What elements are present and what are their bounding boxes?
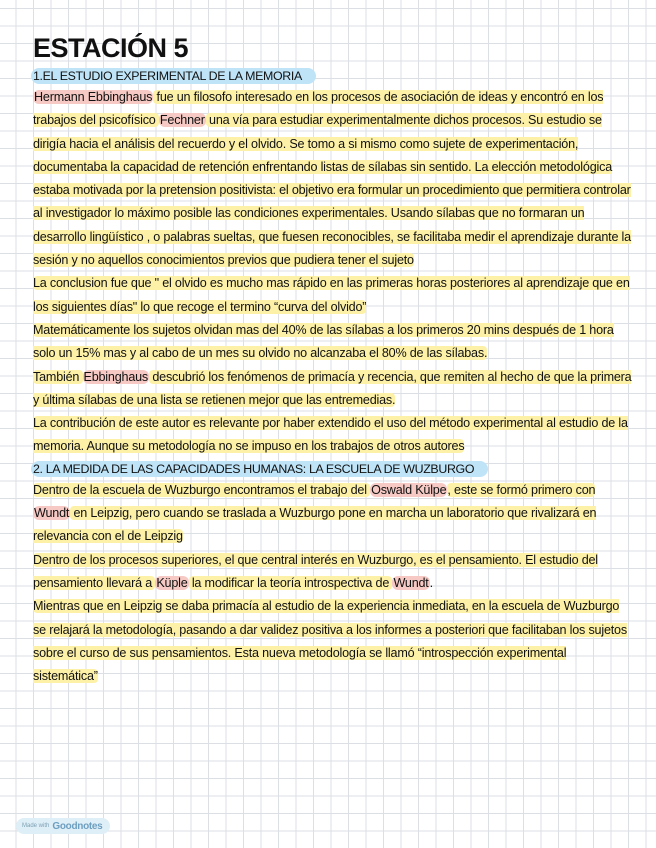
text-segment: la modificar la teoría introspectiva de	[188, 575, 393, 590]
highlight-kulpe: Oswald Külpe	[371, 482, 447, 497]
text-segment: Dentro de los procesos superiores, el que central interés en Wuzburgo, es el pensamiento. El estudio del pensamiento llevará a	[33, 552, 598, 590]
text-segment: .	[429, 575, 433, 590]
section-1-paragraph-4	[33, 366, 633, 413]
made-with-label: Made with	[22, 823, 50, 829]
highlight-ebbinghaus: Hermann Ebbinghaus	[34, 90, 153, 104]
text-segment: Dentro de la escuela de Wuzburgo encontramos el trabajo del	[33, 482, 371, 497]
section-1-paragraph-1	[33, 86, 633, 272]
text-segment: Mientras que en Leipzig se daba primacía al estudio de la experiencia inmediata, en la escuela de Wuzburgo se relajará la metodología, pasando a dar validez positiva a los informes a posteriori que facilitaban los sujetos sobre el curso de sus pensamientos. Esta nueva metodología se llamó “introspección experimental sistemática”	[33, 599, 627, 684]
highlight-wundt-2: Wundt	[393, 575, 429, 590]
text-segment: fue un filosofo interesado en los procesos de asociación de ideas y encontró en los trabajos del psicofísico	[33, 90, 604, 128]
section-2-paragraph-1	[33, 479, 633, 549]
text-segment: , este se formó primero con	[447, 482, 596, 497]
section-1-paragraph-2	[33, 272, 633, 319]
section-1-heading-text: 1.EL ESTUDIO EXPERIMENTAL DE LA MEMORIA	[31, 68, 316, 84]
section-1-heading	[33, 66, 633, 86]
text-segment: una vía para estudiar experimentalmente dichos procesos. Su estudio se dirigía hacia el análisis del recuerdo y el olvido. Se tomo a si mismo como sujete de experimentación, documentaba la capacidad de retención enfrentando listas de sílabas sin sentido. La elección metodológica estaba motivada por la pretension positivista: el objetivo era formular un procedimiento que permitiera controlar al investigador lo máximo posible las condiciones experimentales. Usando sílabas que no formaran un desarrollo lingüístico , o palabras sueltas, que fuesen reconocibles, se facilitaba medir el aprendizaje durante la sesión y no aquellos conocimientos previos que pudiera tener el sujeto	[33, 113, 631, 268]
goodnotes-logo: Goodnotes	[52, 820, 103, 832]
highlight-wundt: Wundt	[34, 506, 70, 521]
goodnotes-badge	[16, 818, 110, 834]
section-1-paragraph-3	[33, 319, 633, 366]
highlight-fechner: Fechner	[159, 113, 205, 128]
highlight-kuple: Küple	[156, 575, 188, 590]
text-segment: La conclusion fue que " el olvido es mucho mas rápido en las primeras horas posteriores al aprendizaje que en los siguientes días" lo que recoge el termino “curva del olvido”	[33, 276, 630, 314]
page-title: ESTACIÓN 5	[33, 33, 189, 63]
text-segment: La contribución de este autor es relevante por haber extendido el uso del método experimental al estudio de la memoria. Aunque su metodología no se impuso en los trabajos de otros autores	[33, 416, 628, 454]
text-segment: También	[33, 369, 83, 384]
text-segment: descubrió los fenómenos de primacía y recencia, que remiten al hecho de que la primera y última sílabas de una lista se retienen mejor que las entremedias.	[33, 369, 632, 407]
section-2-paragraph-3	[33, 595, 633, 688]
highlight-ebbinghaus-2: Ebbinghaus	[83, 369, 149, 384]
text-segment: en Leipzig, pero cuando se traslada a Wuzburgo pone en marcha un laboratorio que rivalizará en relevancia con el de Leipzig	[33, 506, 597, 544]
note-page	[33, 30, 633, 688]
text-segment: Matemáticamente los sujetos olvidan mas del 40% de las sílabas a los primeros 20 mins después de 1 hora solo un 15% mas y al cabo de un mes su olvido no alcanzaba el 80% de las sílabas.	[33, 322, 614, 361]
section-2-heading-text: 2. LA MEDIDA DE LAS CAPACIDADES HUMANAS: LA ESCUELA DE WUZBURGO	[31, 461, 488, 477]
section-2-heading	[33, 459, 633, 479]
section-1-paragraph-5	[33, 412, 633, 459]
section-2-paragraph-2	[33, 549, 633, 596]
